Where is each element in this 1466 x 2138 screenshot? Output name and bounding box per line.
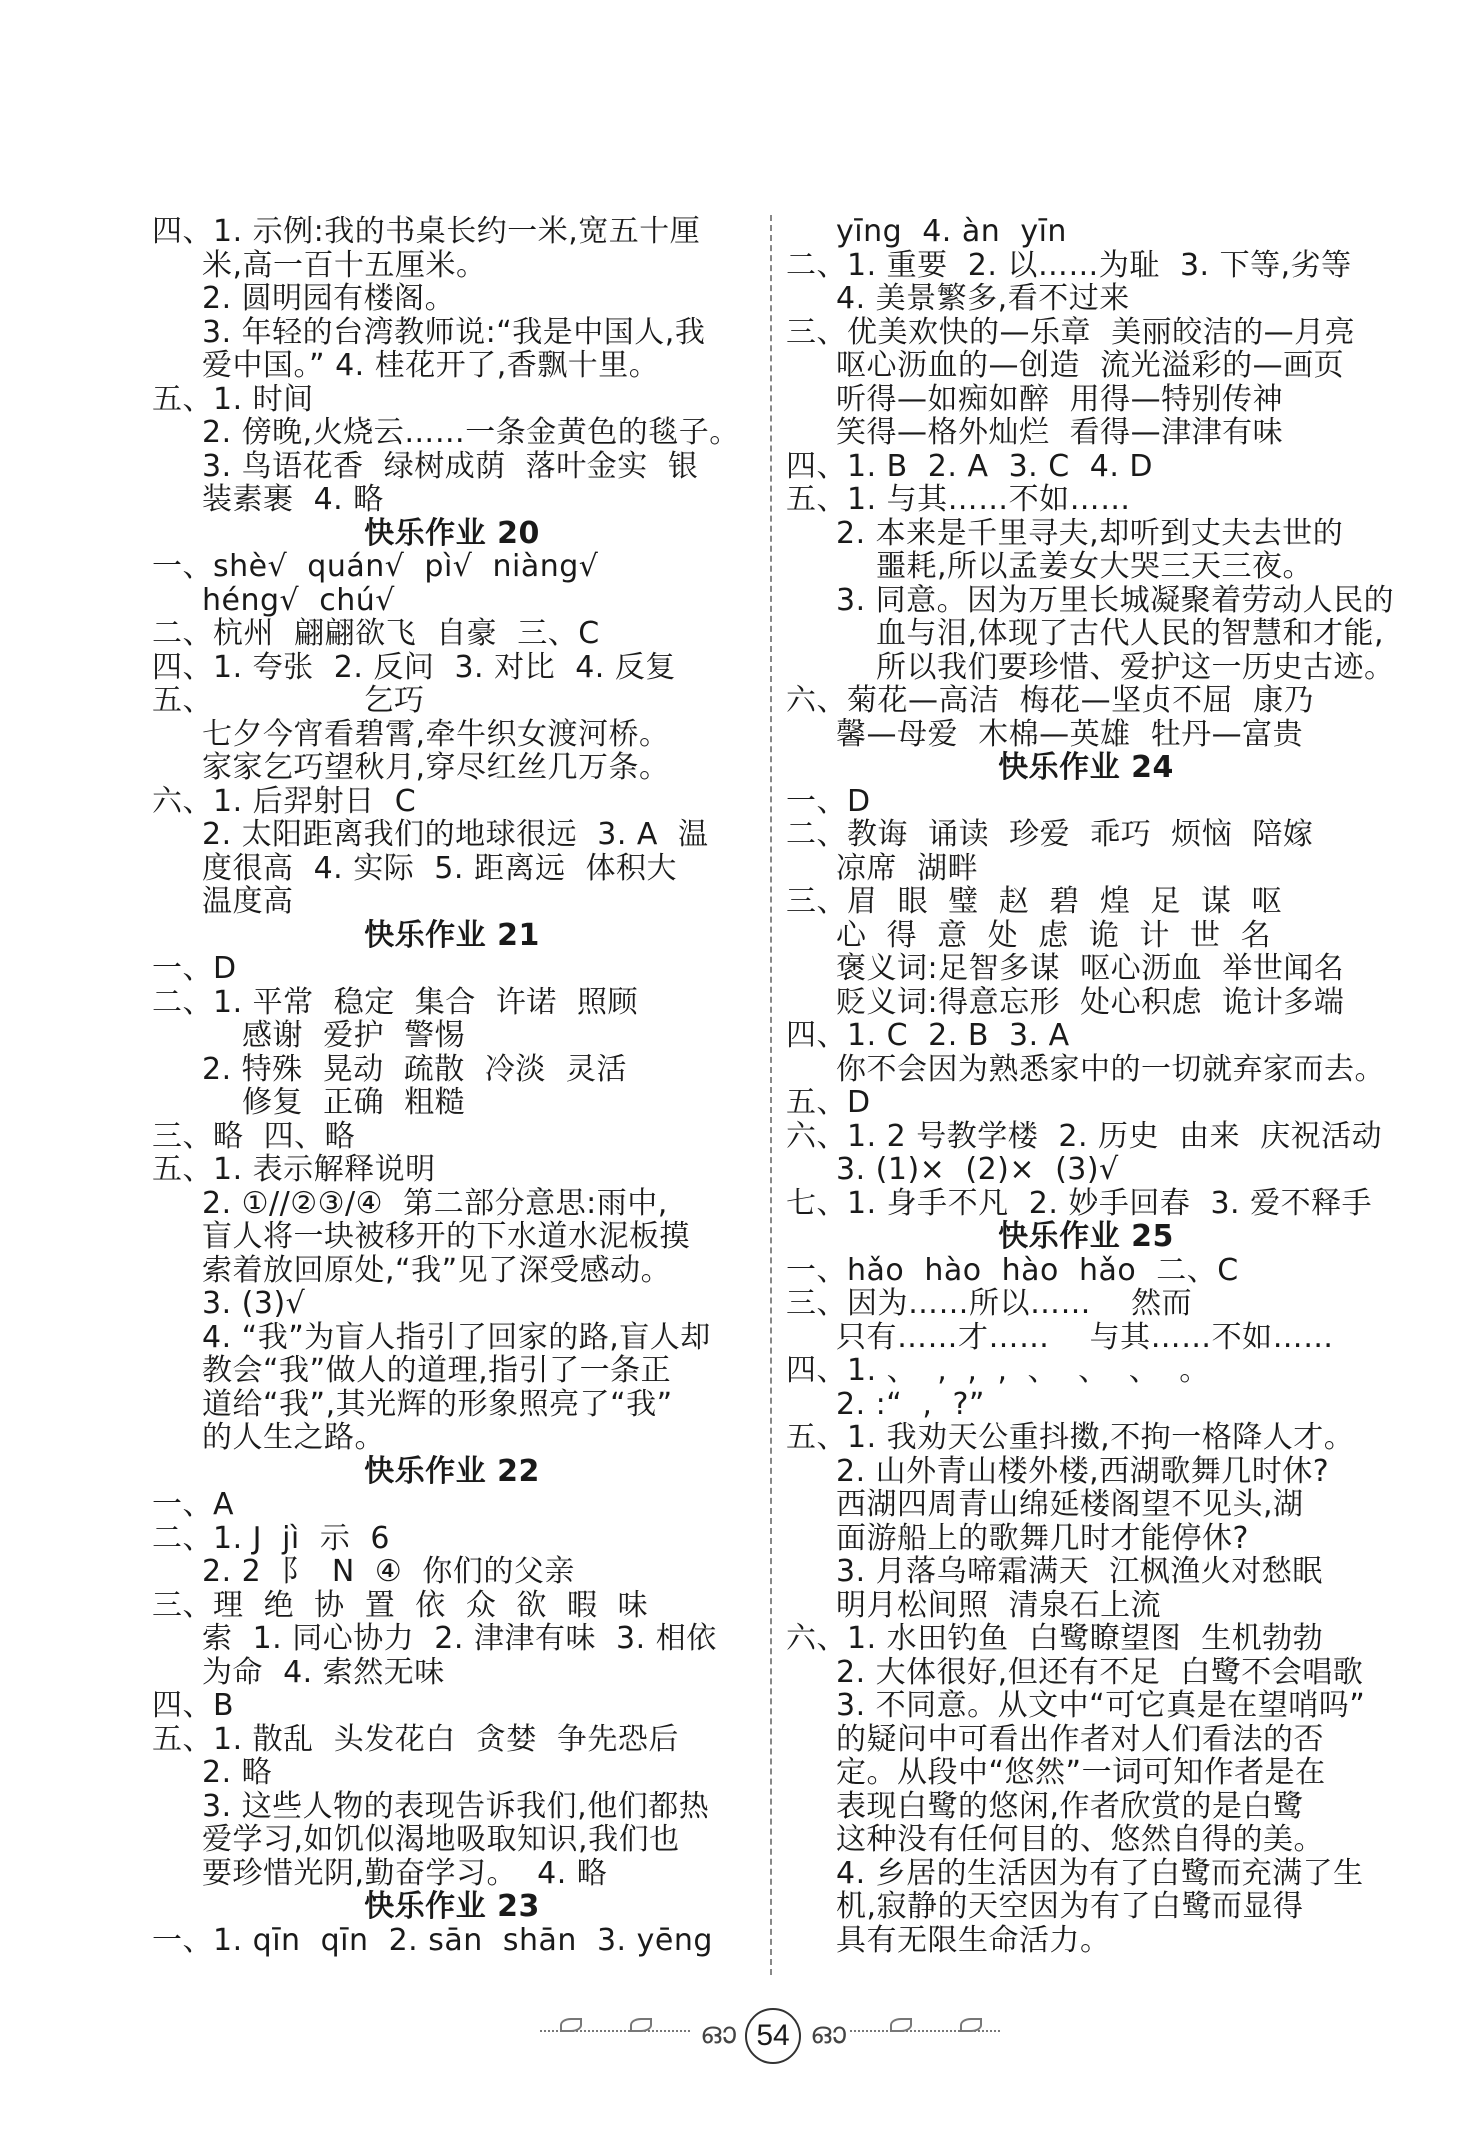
answer-line: 七、1. 身手不凡 2. 妙手回春 3. 爱不释手 [786,1185,1373,1221]
answer-line: 2. 大体很好,但还有不足 白鹭不会唱歌 [836,1654,1364,1690]
answer-line: 3. 这些人物的表现告诉我们,他们都热 [202,1788,710,1824]
answer-line: 的人生之路。 [202,1420,385,1455]
answer-line: 3. 年轻的台湾教师说:“我是中国人,我 [202,314,706,350]
answer-line: 4. 乡居的生活因为有了白鹭而充满了生 [836,1855,1364,1891]
answer-line: 4. 美景繁多,看不过来 [836,281,1130,316]
answer-line: 六、1. 水田钓鱼 白鹭瞭望图 生机勃勃 [786,1621,1324,1656]
answer-line: 2. 略 [202,1755,273,1790]
answer-line: 五、1. 我劝天公重抖擞,不拘一格降人才。 [786,1420,1355,1455]
answer-line: 3. 不同意。从文中“可它真是在望哨吗” [836,1688,1366,1723]
answer-line: 一、shè√ quán√ pì√ niàng√ [152,549,599,584]
answer-line: 六、1. 后羿射日 C [152,783,417,819]
swirl-decoration: ഓ [810,2016,846,2051]
answer-line: 2. 山外青山楼外楼,西湖歌舞几时休? [836,1453,1330,1489]
answer-line: 心 得 意 处 虑 诡 计 世 名 [836,917,1272,953]
answer-line: 教会“我”做人的道理,指引了一条正 [202,1353,672,1388]
answer-line: 四、1. C 2. B 3. A [786,1018,1070,1053]
answer-line: 米,高一百十五厘米。 [202,247,487,283]
answer-line: 五、 乞巧 [152,683,425,718]
answer-line: 馨—母爱 木棉—英雄 牡丹—富贵 [836,716,1304,752]
page-footer [540,2000,1000,2070]
answer-line: 五、1. 时间 [152,381,314,417]
leaf-decoration [960,2018,982,2032]
leaf-decoration [560,2018,582,2032]
answer-line: 索 1. 同心协力 2. 津津有味 3. 相依 [202,1621,717,1656]
left-answer-column [152,215,752,1957]
answer-line: 表现白鹭的悠闲,作者欣赏的是白鹭 [836,1788,1304,1824]
answer-line: 这种没有任何目的、悠然自得的美。 [836,1822,1324,1857]
answer-line: 三、理 绝 协 置 依 众 欲 暇 味 [152,1587,649,1623]
answer-line: 温度高 [202,884,294,919]
answer-line: 五、D [786,1085,871,1120]
answer-line: 三、因为……所以…… 然而 [786,1286,1193,1321]
answer-line: 三、略 四、略 [152,1118,356,1154]
answer-line: 二、教诲 诵读 珍爱 乖巧 烦恼 陪嫁 [786,817,1314,852]
answer-line: 具有无限生命活力。 [836,1922,1111,1958]
answer-line: 3. (3)√ [202,1286,306,1321]
answer-line: 三、优美欢快的—乐章 美丽皎洁的—月亮 [786,314,1356,350]
answer-line: 2. 2 阝 N ④ 你们的父亲 [202,1554,575,1589]
answer-line: 一、D [786,783,871,819]
answer-line: 道给“我”,其光辉的形象照亮了“我” [202,1386,673,1422]
answer-line: 三、眉 眼 璧 赵 碧 煌 足 谋 呕 [786,884,1283,919]
answer-line: 二、1. 平常 稳定 集合 许诺 照顾 [152,984,638,1020]
answer-line: 定。从段中“悠然”一词可知作者是在 [836,1755,1326,1790]
answer-line: 四、1. 夸张 2. 反问 3. 对比 4. 反复 [152,649,676,685]
answer-line: 一、A [152,1487,235,1522]
answer-line: 爱中国。” 4. 桂花开了,香飘十里。 [202,348,660,383]
answer-line: 你不会因为熟悉家中的一切就弃家而去。 [836,1051,1385,1087]
answer-line: 二、1. 重要 2. 以……为耻 3. 下等,劣等 [786,247,1352,283]
answer-line: 4. “我”为盲人指引了回家的路,盲人却 [202,1319,711,1355]
answer-line: 笑得—格外灿烂 看得—津津有味 [836,415,1284,450]
answer-line: 2. 特殊 晃动 疏散 冷淡 灵活 [202,1051,627,1087]
answer-line: 六、菊花—高洁 梅花—坚贞不屈 康乃 [786,683,1315,718]
answer-line: héng√ chú√ [202,582,395,618]
leaf-decoration [890,2018,912,2032]
answer-line: 凉席 湖畔 [836,850,979,886]
answer-line: 只有……才…… 与其……不如…… [836,1319,1334,1355]
answer-line: 盲人将一块被移开的下水道水泥板摸 [202,1219,690,1254]
answer-line: 装素裹 4. 略 [202,482,384,517]
answer-line: 四、1. B 2. A 3. C 4. D [786,448,1154,484]
answer-line: 机,寂静的天空因为有了白鹭而显得 [836,1889,1304,1924]
answer-line: 六、1. 2 号教学楼 2. 历史 由来 庆祝活动 [786,1118,1383,1154]
leaf-decoration [630,2018,652,2032]
swirl-decoration: ഓ [700,2016,736,2051]
answer-line: 感谢 爱护 警惕 [242,1018,466,1053]
answer-line: 2. ①//②③/④ 第二部分意思:雨中, [202,1185,668,1221]
answer-line: 五、1. 散乱 头发花白 贪婪 争先恐后 [152,1721,679,1757]
answer-line: 修复 正确 粗糙 [242,1085,466,1120]
answer-line: 一、1. qīn qīn 2. sān shān 3. yēng [152,1922,713,1958]
column-divider [770,215,772,1975]
answer-line: 四、1. 、 , , , 、 、 、 。 [786,1353,1210,1388]
answer-line: 2. 傍晚,火烧云……一条金黄色的毯子。 [202,415,740,450]
right-answer-column [786,214,1395,1958]
section-title: 快乐作业 23 [364,1889,540,1924]
answer-line: 噩耗,所以孟姜女大哭三天三夜。 [876,549,1314,584]
answer-line: 明月松间照 清泉石上流 [836,1587,1162,1623]
answer-line: 听得—如痴如醉 用得—特别传神 [836,381,1284,417]
answer-line: 度很高 4. 实际 5. 距离远 体积大 [202,850,678,886]
answer-line: 西湖四周青山绵延楼阁望不见头,湖 [836,1487,1304,1522]
answer-line: 3. 月落乌啼霜满天 江枫渔火对愁眠 [836,1554,1323,1589]
answer-line: 2. 本来是千里寻夫,却听到丈夫去世的 [836,515,1344,551]
section-title: 快乐作业 22 [364,1453,540,1489]
section-title: 快乐作业 21 [364,917,540,953]
answer-line: 2. :“ , ?” [836,1386,985,1422]
answer-line: 2. 圆明园有楼阁。 [202,281,456,316]
answer-line: 五、1. 与其……不如…… [786,482,1131,517]
answer-line: 家家乞巧望秋月,穿尽红丝几万条。 [202,750,670,785]
answer-line: 为命 4. 索然无味 [202,1654,445,1690]
answer-line: 四、B [152,1688,235,1723]
page-number: 54 [745,2008,801,2064]
section-title: 快乐作业 25 [998,1219,1174,1254]
answer-line: 血与泪,体现了古代人民的智慧和才能, [876,616,1385,651]
answer-line: 褒义词:足智多谋 呕心沥血 举世闻名 [836,951,1345,986]
answer-line: 3. 鸟语花香 绿树成荫 落叶金实 银 [202,448,699,484]
answer-line: 二、杭州 翩翩欲飞 自豪 三、C [152,616,600,651]
section-title: 快乐作业 24 [998,750,1174,785]
answer-line: 呕心沥血的—创造 流光溢彩的—画页 [836,348,1345,383]
answer-line: 贬义词:得意忘形 处心积虑 诡计多端 [836,984,1345,1020]
answer-line: 面游船上的歌舞几时才能停休? [836,1520,1249,1556]
answer-line: 爱学习,如饥似渴地吸取知识,我们也 [202,1822,680,1857]
answer-line: 二、1. J jì 示 6 [152,1520,390,1556]
answer-line: 3. (1)× (2)× (3)√ [836,1152,1119,1187]
answer-line: 七夕今宵看碧霄,牵牛织女渡河桥。 [202,716,670,752]
answer-line: 索着放回原处,“我”见了深受感动。 [202,1252,672,1288]
answer-line: 四、1. 示例:我的书桌长约一米,宽五十厘 [152,214,701,249]
section-title: 快乐作业 20 [364,515,540,551]
answer-line: yīng 4. àn yīn [836,214,1067,249]
answer-line: 2. 太阳距离我们的地球很远 3. A 温 [202,817,709,852]
answer-line: 3. 同意。因为万里长城凝聚着劳动人民的 [836,582,1395,618]
answer-line: 所以我们要珍惜、爱护这一历史古迹。 [876,649,1395,685]
answer-line: 要珍惜光阴,勤奋学习。 4. 略 [202,1855,608,1891]
answer-line: 五、1. 表示解释说明 [152,1152,436,1187]
answer-line: 一、D [152,951,237,986]
answer-line: 的疑问中可看出作者对人们看法的否 [836,1721,1324,1757]
answer-line: 一、hǎo hào hào hǎo 二、C [786,1252,1239,1288]
